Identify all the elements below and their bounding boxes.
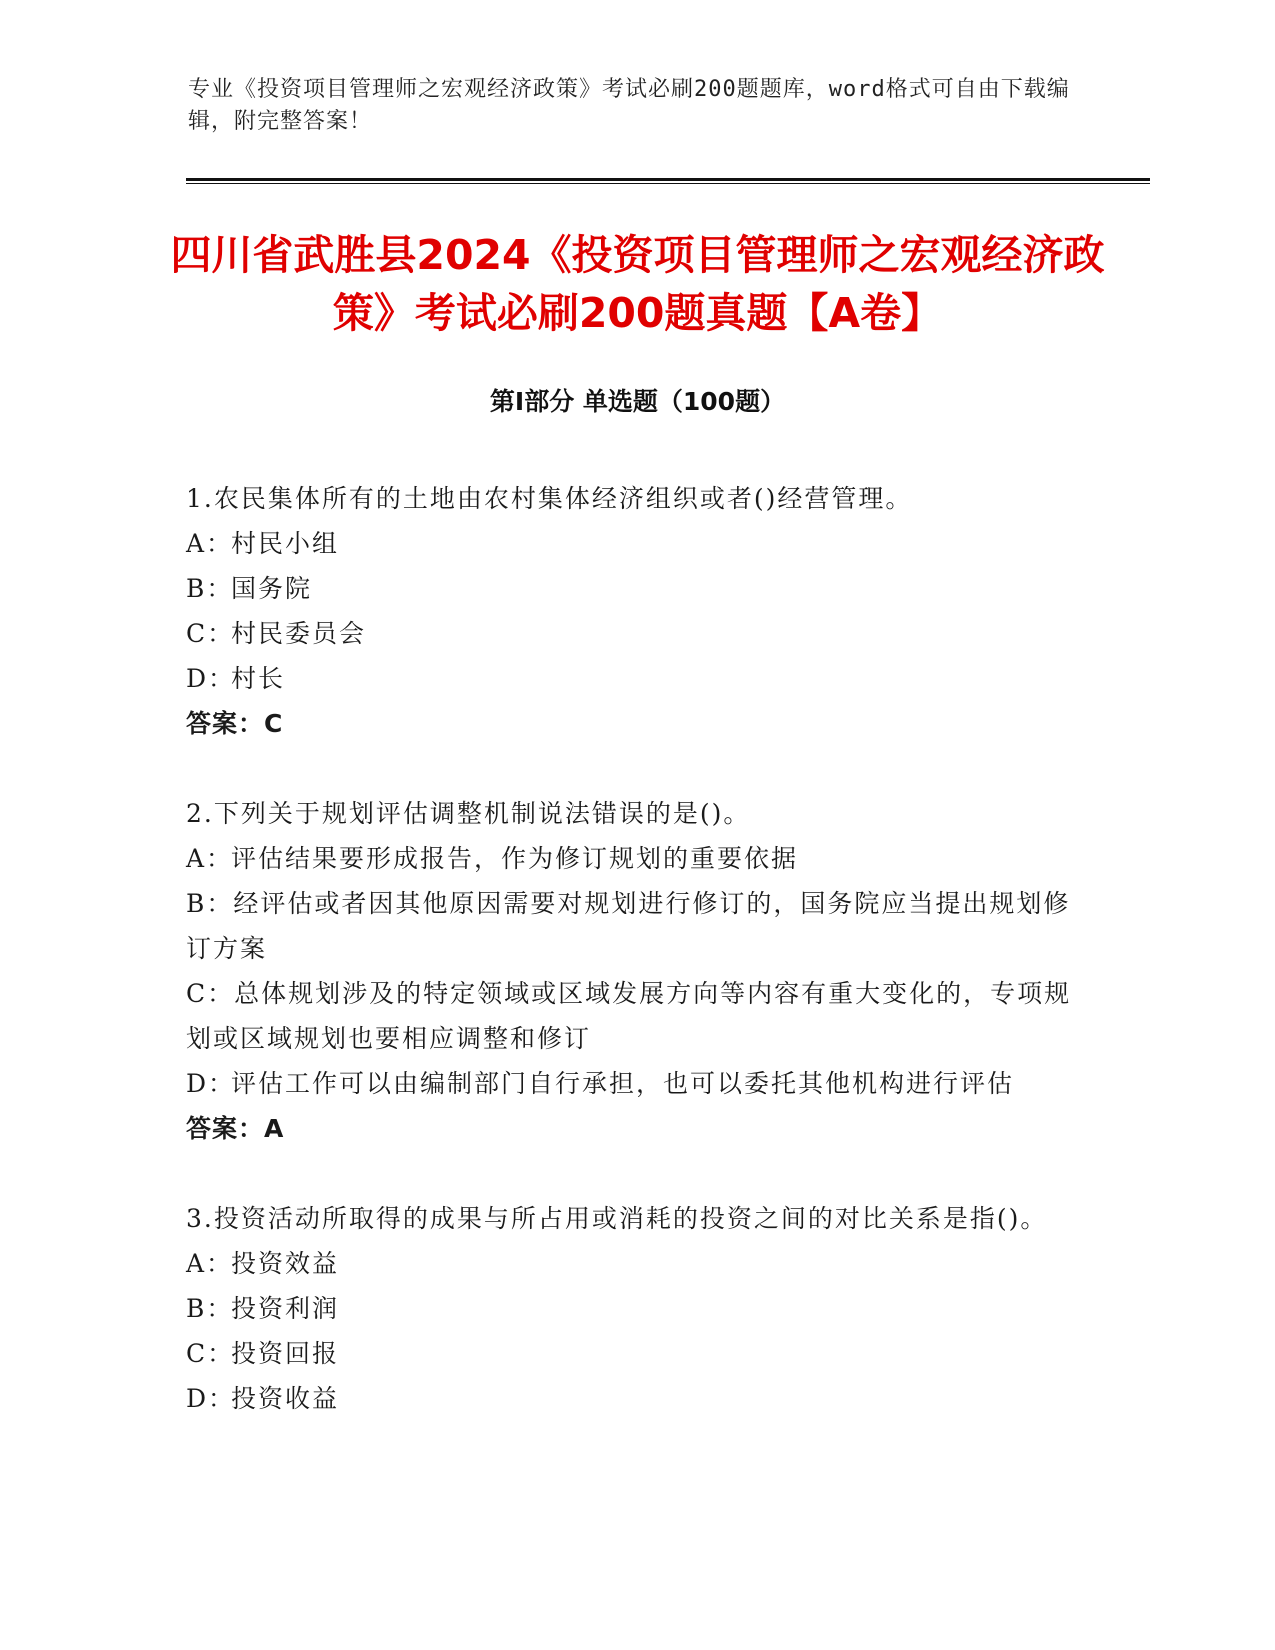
option-key: D： xyxy=(186,1384,236,1413)
option-a xyxy=(186,836,1086,881)
option-text: 投资回报 xyxy=(231,1339,340,1368)
option-text: 评估工作可以由编制部门自行承担，也可以委托其他机构进行评估 xyxy=(231,1069,1015,1098)
option-d xyxy=(186,656,1086,701)
question-1 xyxy=(186,476,1086,746)
option-key: C： xyxy=(186,979,235,1008)
option-b xyxy=(186,881,1086,971)
option-key: B： xyxy=(186,1294,234,1323)
document-title: 四川省武胜县2024《投资项目管理师之宏观经济政策》考试必刷200题真题【A卷】 xyxy=(170,231,1105,337)
option-text: 投资效益 xyxy=(231,1249,340,1278)
option-text: 评估结果要形成报告，作为修订规划的重要依据 xyxy=(231,844,799,873)
option-key: A： xyxy=(186,529,234,558)
option-a xyxy=(186,521,1086,566)
option-key: B： xyxy=(186,889,234,918)
header-rule-thick xyxy=(186,178,1150,181)
option-c xyxy=(186,971,1086,1061)
option-key: C： xyxy=(186,1339,235,1368)
header-note: 专业《投资项目管理师之宏观经济政策》考试必刷200题题库，word格式可自由下载编辑，附完整答案！ xyxy=(188,77,1070,134)
question-2 xyxy=(186,791,1086,1151)
section-title: 第I部分 单选题（100题） xyxy=(489,387,786,416)
option-b xyxy=(186,1286,1086,1331)
question-stem: 2.下列关于规划评估调整机制说法错误的是()。 xyxy=(186,799,751,828)
option-key: D： xyxy=(186,664,236,693)
option-b xyxy=(186,566,1086,611)
option-key: C： xyxy=(186,619,235,648)
option-text: 村民委员会 xyxy=(231,619,367,648)
option-key: D： xyxy=(186,1069,236,1098)
option-c xyxy=(186,611,1086,656)
option-text: 村民小组 xyxy=(231,529,340,558)
question-stem: 3.投资活动所取得的成果与所占用或消耗的投资之间的对比关系是指()。 xyxy=(186,1204,1048,1233)
option-key: A： xyxy=(186,1249,234,1278)
option-text: 投资收益 xyxy=(231,1384,340,1413)
option-text: 投资利润 xyxy=(231,1294,340,1323)
answer: 答案：A xyxy=(186,1114,285,1143)
header-rule-thin xyxy=(186,183,1150,184)
answer: 答案：C xyxy=(186,709,284,738)
question-list xyxy=(186,476,1086,1466)
option-key: A： xyxy=(186,844,234,873)
option-key: B： xyxy=(186,574,234,603)
option-text: 经评估或者因其他原因需要对规划进行修订的，国务院应当提出规划修订方案 xyxy=(186,889,1071,963)
option-text: 村长 xyxy=(231,664,286,693)
option-text: 总体规划涉及的特定领域或区域发展方向等内容有重大变化的，专项规划或区域规划也要相应调整和修订 xyxy=(186,979,1072,1053)
question-3 xyxy=(186,1196,1086,1421)
option-c xyxy=(186,1331,1086,1376)
option-d xyxy=(186,1061,1086,1106)
option-a xyxy=(186,1241,1086,1286)
question-stem: 1.农民集体所有的土地由农村集体经济组织或者()经营管理。 xyxy=(186,484,913,513)
option-d xyxy=(186,1376,1086,1421)
option-text: 国务院 xyxy=(231,574,313,603)
